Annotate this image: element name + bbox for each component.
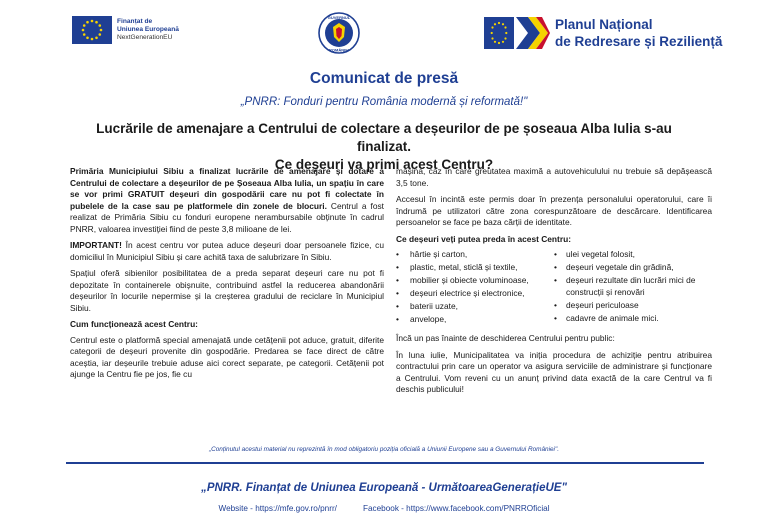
paragraph-vehicle: mașina, caz în care greutatea maximă a autovehiculului nu trebuie să depășească 3,5 tone. bbox=[396, 166, 712, 188]
waste-list-right bbox=[554, 249, 712, 327]
pnrr-logo bbox=[484, 14, 722, 52]
eu-logo bbox=[72, 16, 179, 44]
eu-line-2: Uniunea Europeană bbox=[117, 26, 179, 33]
pnrr-line-1: Planul Național bbox=[555, 17, 653, 32]
intro-bold: Primăria Municipiului Sibiu a finalizat lucrările de amenajare și dotare a Centrului de colectare a deșeurilor de pe Șoseaua Alba Iulia, un spațiu în care se vor primi GRATUIT deșeuri din gospodării care nu pot fi colectate în pubelele de la case sau pe platformele din zonele de blocuri. bbox=[70, 166, 384, 211]
paragraph-next-step: În luna iulie, Municipalitatea va iniția procedura de achiziție pentru atribuirea contractului prin care un operator va asigura serviciile de administrare și funcționare a Centrului. Vom reveni cu un anunț privind data exactă de la care Centrul va fi deschis publicului! bbox=[396, 349, 712, 394]
eu-line-1: Finanțat de bbox=[117, 18, 153, 25]
right-column bbox=[396, 166, 712, 401]
intro-rest: Centrul a fost realizat de Primăria Sibiu cu fonduri europene nerambursabile obținute în cadrul PNRR, valoarea investiției fiind de peste 3,8 milioane de lei. bbox=[70, 200, 384, 234]
waste-list-left bbox=[396, 249, 554, 327]
footer-links bbox=[0, 504, 768, 513]
svg-text:GUVERNUL: GUVERNUL bbox=[327, 14, 351, 20]
disclaimer: „Conținutul acestui material nu reprezintă în mod obligatoriu poziția oficială a Uniunii Europene sau a Guvernului României". bbox=[208, 446, 560, 453]
government-seal-icon bbox=[318, 12, 360, 54]
svg-text:ROMÂNIEI: ROMÂNIEI bbox=[329, 47, 349, 53]
list-item: • ulei vegetal folosit, bbox=[554, 249, 712, 261]
section-heading-how: Cum funcționează acest Centru: bbox=[70, 319, 198, 329]
website-link[interactable]: Website - https://mfe.gov.ro/pnrr/ bbox=[218, 504, 337, 513]
list-item: • deșeuri rezultate din lucrări mici de construcții și renovări bbox=[554, 275, 712, 298]
header bbox=[0, 0, 768, 62]
facebook-link[interactable]: Facebook - https://www.facebook.com/PNRROficial bbox=[362, 504, 550, 513]
list-item: • deșeuri vegetale din grădină, bbox=[554, 262, 712, 274]
list-item: • anvelope, bbox=[396, 314, 554, 326]
paragraph-important bbox=[70, 240, 384, 263]
paragraph-intro bbox=[70, 166, 384, 235]
list-item: • mobilier și obiecte voluminoase, bbox=[396, 275, 554, 287]
eu-flag-icon bbox=[72, 16, 112, 44]
paragraph-access: Accesul în incintă este permis doar în prezența personalului operatorului, care îi îndrumă pe utilizatori către zona corespunzătoare de descărcare. Identificarea persoanelor se face pe baza cărții de identitate. bbox=[396, 194, 712, 227]
eu-logo-text bbox=[117, 18, 179, 42]
eu-line-3: NextGenerationEU bbox=[117, 34, 173, 41]
important-text: În acest centru vor putea aduce deșeuri doar persoanele fizice, cu domiciliul în Municipiul Sibiu și care achită taxa de salubrizare în Sibiu. bbox=[70, 240, 384, 262]
list-item: • plastic, metal, sticlă și textile, bbox=[396, 262, 554, 274]
list-item: • baterii uzate, bbox=[396, 301, 554, 313]
footer-divider bbox=[66, 462, 704, 464]
left-column bbox=[70, 166, 384, 386]
important-label: IMPORTANT! bbox=[70, 240, 122, 250]
headline-line-1: Lucrările de amenajare a Centrului de colectare a deșeurilor de pe șoseaua Alba Iulia s-au finalizat. bbox=[96, 121, 672, 154]
paragraph-purpose: Spațiul oferă sibienilor posibilitatea de a preda separat deșeuri care nu pot fi depozitate în containerele obișnuite, contribuind astfel la reducerea abandonării deșeurilor în locurile nepermise și la creșterea gradului de reciclare în Municipiul Sibiu. bbox=[70, 268, 384, 313]
section-heading-waste: Ce deșeuri veți putea preda în acest Centru: bbox=[396, 233, 571, 244]
list-item: • cadavre de animale mici. bbox=[554, 313, 712, 325]
pnrr-line-2: de Redresare și Reziliență bbox=[555, 34, 723, 49]
page-title: Comunicat de presă bbox=[309, 70, 459, 87]
list-item: • deșeuri electrice și electronice, bbox=[396, 288, 554, 300]
pnrr-title bbox=[555, 16, 722, 50]
paragraph-how: Centrul este o platformă special amenajată unde cetățenii pot aduce, gratuit, diferite categorii de deșeuri provenite din gospodărie. Predarea se face direct de către aceștia, iar deșeurile trebuie aduse aici corect separate, pe categorii. Cetățenii pot ajunge la Centru fie pe jos, fie cu bbox=[70, 334, 384, 379]
list-item: • deșeuri periculoase bbox=[554, 300, 712, 312]
headline-line-2: Ce deșeuri va primi acest Centru? bbox=[274, 157, 494, 172]
page-subtitle: „PNRR: Fonduri pentru România modernă și reformată!" bbox=[240, 96, 528, 108]
footer-title: „PNRR. Finanțat de Uniunea Europeană - UrmătoareaGenerațieUE" bbox=[201, 482, 567, 494]
pnrr-flag-icon bbox=[484, 14, 550, 52]
paragraph-next-step-intro: Încă un pas înainte de deschiderea Centrului pentru public: bbox=[396, 333, 615, 343]
waste-lists bbox=[396, 249, 712, 327]
list-item: • hârtie și carton, bbox=[396, 249, 554, 261]
